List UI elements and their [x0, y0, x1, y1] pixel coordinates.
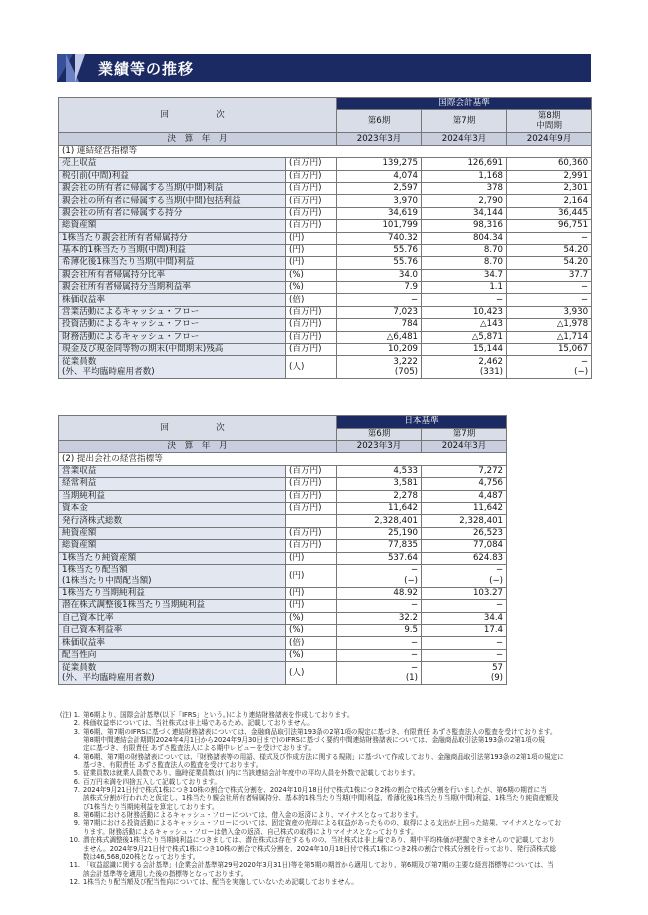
- row-unit: (人): [286, 356, 337, 379]
- row-value: 11,642: [337, 502, 422, 514]
- row-label: 投資活動によるキャッシュ・フロー: [59, 319, 286, 331]
- period-header: 第7期: [422, 428, 507, 441]
- period-header: 第8期 中間期: [507, 110, 592, 133]
- row-value: 2,301: [507, 182, 592, 194]
- row-value: 2,597: [337, 182, 422, 194]
- row-label: 親会社所有者帰属持分当期利益率: [59, 282, 286, 294]
- row-value: 4,533: [337, 465, 422, 477]
- data-row: [59, 527, 507, 539]
- row-label: 財務活動によるキャッシュ・フロー: [59, 331, 286, 343]
- data-row: [59, 465, 507, 477]
- section-title: (2) 提出会社の経営指標等: [59, 453, 507, 465]
- row-value: −: [422, 649, 507, 661]
- row-unit: (円): [286, 232, 337, 244]
- data-row: [59, 269, 592, 281]
- row-value: 54.20: [507, 244, 592, 256]
- footnote-item: [58, 769, 591, 777]
- fiscal-month-header: 2023年3月: [337, 441, 422, 453]
- footnote-text: 株価収益率については、当社株式は非上場であるため、記載しておりません。: [83, 719, 314, 728]
- row-value: 36,445: [507, 207, 592, 219]
- row-value: 2,991: [507, 170, 592, 182]
- row-value: 784: [337, 319, 422, 331]
- row-unit: (百万円): [286, 182, 337, 194]
- data-row: [59, 195, 592, 207]
- row-value: 15,067: [507, 344, 592, 356]
- row-unit: (百万円): [286, 158, 337, 170]
- row-value: 55.76: [337, 257, 422, 269]
- row-value: 2,164: [507, 195, 592, 207]
- row-label: 税引前(中間)利益: [59, 170, 286, 182]
- row-label: 希薄化後1株当たり当期(中間)利益: [59, 257, 286, 269]
- fiscal-month-header: 2024年9月: [507, 133, 592, 145]
- row-value: 34.7: [422, 269, 507, 281]
- row-value: −: [337, 649, 422, 661]
- row-value: △6,481: [337, 331, 422, 343]
- row-value: 25,190: [337, 527, 422, 539]
- row-unit: (%): [286, 649, 337, 661]
- data-row: [59, 600, 507, 612]
- column-label-fiscal-month: 決 算 年 月: [59, 441, 337, 453]
- company-indicators-table: [58, 415, 507, 685]
- row-label: 親会社所有者帰属持分比率: [59, 269, 286, 281]
- footnote-number: 3.: [73, 727, 80, 736]
- row-unit: (倍): [286, 637, 337, 649]
- row-unit: (円): [286, 600, 337, 612]
- data-row: [59, 207, 592, 219]
- row-value: 2,328,401: [337, 515, 422, 527]
- row-value: −: [337, 294, 422, 306]
- row-label: 1株当たり当期純利益: [59, 587, 286, 599]
- row-label: 総資産額: [59, 220, 286, 232]
- footnote-text: 従業員数は就業人員数であり、臨時従業員数は( )内に当該連結会計年度中の平均人員を外数で記載しております。: [83, 769, 420, 778]
- row-value: 77,835: [337, 540, 422, 552]
- footnote-number: 9.: [73, 819, 80, 828]
- row-value: 8.70: [422, 244, 507, 256]
- fiscal-month-header: 2024年3月: [422, 133, 507, 145]
- row-label: 親会社の所有者に帰属する当期(中間)包括利益: [59, 195, 286, 207]
- row-value: 9.5: [337, 625, 422, 637]
- row-unit: (百万円): [286, 306, 337, 318]
- data-row: [59, 564, 507, 587]
- title-banner: [57, 54, 591, 82]
- row-value: 4,756: [422, 478, 507, 490]
- header-row-standard: [59, 98, 592, 110]
- row-value: 3,581: [337, 478, 422, 490]
- row-label: 売上収益: [59, 158, 286, 170]
- row-value: 34.4: [422, 612, 507, 624]
- row-value: 804.34: [422, 232, 507, 244]
- footnote-item: [58, 778, 591, 786]
- row-value: 2,278: [337, 490, 422, 502]
- row-unit: (円): [286, 257, 337, 269]
- row-label: 現金及び現金同等物の期末(中間期末)残高: [59, 344, 286, 356]
- row-unit: (倍): [286, 294, 337, 306]
- data-row: [59, 540, 507, 552]
- row-label: 資本金: [59, 502, 286, 514]
- row-value: 3,970: [337, 195, 422, 207]
- row-value: △1,978: [507, 319, 592, 331]
- footnote-text: 潜在株式調整後1株当たり当期純利益につきましては、潜在株式は存在するものの、当社株式は非上場であり、期中平均株価が把握できませんので記載しており ません。2024年9月21日付で株式1株につき10株の割合で株式分割を、2024年10月18日付で株式1株につき2株の割合で株式分割を行っており、発行済株式総 数は46,568,020株となっております。: [83, 836, 557, 861]
- row-unit: (百万円): [286, 478, 337, 490]
- row-label: 配当性向: [59, 649, 286, 661]
- footnote-item: [58, 819, 591, 836]
- footnote-item: [58, 861, 591, 878]
- data-row: [59, 294, 592, 306]
- row-label: 1株当たり配当額 (1株当たり中間配当額): [59, 564, 286, 587]
- data-row: [59, 170, 592, 182]
- row-label: 親会社の所有者に帰属する持分: [59, 207, 286, 219]
- data-row: [59, 331, 592, 343]
- row-unit: [286, 515, 337, 527]
- fiscal-month-header: 2023年3月: [337, 133, 422, 145]
- header-row-dates: [59, 133, 592, 145]
- row-value: 1,168: [422, 170, 507, 182]
- footnote-text: 「収益認識に関する会計基準」(企業会計基準第29号2020年3月31日)等を第5期の期首から適用しており、第6期及び第7期の主要な経営指標等については、当 該会計基準等を適用した後の指標等となっております。: [83, 861, 554, 878]
- row-unit: (百万円): [286, 527, 337, 539]
- period-header: 第6期: [337, 428, 422, 441]
- row-value: △1,714: [507, 331, 592, 343]
- row-value: 37.7: [507, 269, 592, 281]
- row-unit: (百万円): [286, 220, 337, 232]
- data-row: [59, 282, 592, 294]
- row-value: 8.70: [422, 257, 507, 269]
- row-label: 純資産額: [59, 527, 286, 539]
- row-unit: (円): [286, 552, 337, 564]
- row-label: 親会社の所有者に帰属する当期(中間)利益: [59, 182, 286, 194]
- row-unit: (%): [286, 612, 337, 624]
- data-row: [59, 319, 592, 331]
- row-value: 54.20: [507, 257, 592, 269]
- accounting-standard-header: 日本基準: [337, 416, 507, 429]
- row-unit: (人): [286, 662, 337, 685]
- footnote-item: [58, 836, 591, 861]
- row-value: 378: [422, 182, 507, 194]
- data-row: [59, 649, 507, 661]
- row-unit: (円): [286, 244, 337, 256]
- row-unit: (%): [286, 269, 337, 281]
- row-value: − (−): [422, 564, 507, 587]
- data-row: [59, 356, 592, 379]
- footnote-number: 6.: [73, 777, 80, 786]
- row-value: 139,275: [337, 158, 422, 170]
- row-value: 1.1: [422, 282, 507, 294]
- row-unit: (百万円): [286, 319, 337, 331]
- row-unit: (百万円): [286, 207, 337, 219]
- footnote-text: 第7期における投資活動によるキャッシュ・フローについては、固定資産の売却による収益があったものの、取得による支出が上回った結果、マイナスとなってお ります。財務活動によるキャッシュ・フローは借入金の返済、自己株式の取得によりマイナスとなっております。: [83, 819, 561, 836]
- data-row: [59, 612, 507, 624]
- row-value: 77,084: [422, 540, 507, 552]
- row-value: 55.76: [337, 244, 422, 256]
- column-label-period: 回 次: [59, 98, 337, 133]
- row-label: 株価収益率: [59, 637, 286, 649]
- row-label: 基本的1株当たり当期(中間)利益: [59, 244, 286, 256]
- row-value: 15,144: [422, 344, 507, 356]
- row-value: 101,799: [337, 220, 422, 232]
- row-value: 10,423: [422, 306, 507, 318]
- section-row: [59, 145, 592, 157]
- data-row: [59, 637, 507, 649]
- footnote-item: [58, 753, 591, 770]
- data-row: [59, 182, 592, 194]
- footnote-text: 第6期、第7期のIFRSに基づく連結財務諸表については、金融商品取引法第193条の2第1項の規定に基づき、有限責任 あずさ監査法人の監査を受けております。 第8期中間連結会計期間(2024年4月1日から2024年9月30日まで)のIFRSに基づく要約中間連結財務諸表については、金融商品取引法第193条の2第1項の規 定に基づき、有限責任 あずさ監査法人による期中レビューを受けております。: [83, 727, 557, 753]
- row-value: △5,871: [422, 331, 507, 343]
- row-unit: (%): [286, 282, 337, 294]
- row-unit: (百万円): [286, 490, 337, 502]
- footnote-number: 8.: [73, 811, 80, 820]
- row-label: 1株当たり純資産額: [59, 552, 286, 564]
- footnote-number: 2.: [73, 719, 80, 728]
- row-unit: (百万円): [286, 502, 337, 514]
- section-row: [59, 453, 507, 465]
- row-value: 2,462 (331): [422, 356, 507, 379]
- row-label: 営業収益: [59, 465, 286, 477]
- row-unit: (%): [286, 625, 337, 637]
- consolidated-indicators-table: [58, 97, 592, 379]
- data-row: [59, 552, 507, 564]
- row-label: 潜在株式調整後1株当たり当期純利益: [59, 600, 286, 612]
- row-value: 96,751: [507, 220, 592, 232]
- data-row: [59, 220, 592, 232]
- data-row: [59, 244, 592, 256]
- row-value: △143: [422, 319, 507, 331]
- row-value: 11,642: [422, 502, 507, 514]
- row-unit: (百万円): [286, 540, 337, 552]
- row-value: 34.0: [337, 269, 422, 281]
- footnote-number: 5.: [73, 769, 80, 778]
- row-value: 34,144: [422, 207, 507, 219]
- row-unit: (百万円): [286, 331, 337, 343]
- data-row: [59, 232, 592, 244]
- data-row: [59, 502, 507, 514]
- fiscal-month-header: 2024年3月: [422, 441, 507, 453]
- row-label: 当期純利益: [59, 490, 286, 502]
- row-value: − (−): [337, 564, 422, 587]
- row-value: −: [337, 637, 422, 649]
- row-label: 発行済株式総数: [59, 515, 286, 527]
- row-value: 4,487: [422, 490, 507, 502]
- footnote-number: 4.: [73, 752, 80, 761]
- footnote-number: 10.: [69, 836, 80, 845]
- row-unit: (百万円): [286, 170, 337, 182]
- data-row: [59, 257, 592, 269]
- row-value: −: [422, 637, 507, 649]
- section-title: (1) 連結経営指標等: [59, 145, 592, 157]
- data-row: [59, 625, 507, 637]
- row-value: 2,328,401: [422, 515, 507, 527]
- row-unit: (円): [286, 587, 337, 599]
- row-value: 7,023: [337, 306, 422, 318]
- row-label: 自己資本比率: [59, 612, 286, 624]
- footnote-item: [58, 878, 591, 886]
- row-unit: (百万円): [286, 195, 337, 207]
- row-label: 総資産額: [59, 540, 286, 552]
- footnote-text: 第6期より、国際会計基準(以下「IFRS」という。)により連結財務諸表を作成しております。: [83, 711, 354, 719]
- row-value: 26,523: [422, 527, 507, 539]
- period-header: 第6期: [337, 110, 422, 133]
- row-value: − (−): [507, 356, 592, 379]
- row-value: 7,272: [422, 465, 507, 477]
- row-value: −: [507, 282, 592, 294]
- row-value: −: [337, 600, 422, 612]
- row-label: 自己資本利益率: [59, 625, 286, 637]
- footnote-number: 12.: [69, 877, 80, 886]
- row-label: 経常利益: [59, 478, 286, 490]
- row-value: 7.9: [337, 282, 422, 294]
- data-row: [59, 344, 592, 356]
- row-value: 3,222 (705): [337, 356, 422, 379]
- footnote-item: [58, 728, 591, 753]
- row-label: 営業活動によるキャッシュ・フロー: [59, 306, 286, 318]
- page-title: 業績等の推移: [98, 60, 195, 78]
- header-row-standard: [59, 416, 507, 429]
- row-value: 4,074: [337, 170, 422, 182]
- data-row: [59, 490, 507, 502]
- footnote-text: 2024年9月21日付で株式1株につき10株の割合で株式分割を、2024年10月18日付で株式1株につき2株の割合で株式分割を行いましたが、第6期の期首に当 該株式分割が行われたと仮定し、1株当たり親会社所有者帰属持分、基本的1株当たり当期(中間)利益、希薄化後1株当たり当期(中間)利益、1株当たり純資産額及 び1株当たり当期純利益を算定しております。: [83, 786, 559, 811]
- footnote-item: [58, 786, 591, 811]
- row-unit: (百万円): [286, 465, 337, 477]
- row-value: 34,619: [337, 207, 422, 219]
- footnote-number: (注) 1.: [59, 711, 80, 719]
- header-row-dates: [59, 441, 507, 453]
- row-value: 48.92: [337, 587, 422, 599]
- footnote-text: 第6期における財務活動によるキャッシュ・フローについては、借入金の返済により、マイナスとなっております。: [83, 811, 423, 820]
- data-row: [59, 306, 592, 318]
- row-value: 624.83: [422, 552, 507, 564]
- row-label: 従業員数 (外、平均臨時雇用者数): [59, 662, 286, 685]
- footnote-number: 11.: [69, 861, 80, 870]
- row-label: 従業員数 (外、平均臨時雇用者数): [59, 356, 286, 379]
- row-unit: (百万円): [286, 344, 337, 356]
- row-value: 126,691: [422, 158, 507, 170]
- row-value: 10,209: [337, 344, 422, 356]
- row-value: 98,316: [422, 220, 507, 232]
- data-row: [59, 515, 507, 527]
- footnote-item: [58, 719, 591, 727]
- banner-stripe-decoration: [75, 54, 85, 82]
- data-row: [59, 587, 507, 599]
- data-row: [59, 662, 507, 685]
- row-value: −: [422, 294, 507, 306]
- row-value: 57 (9): [422, 662, 507, 685]
- footnotes: [58, 711, 591, 886]
- row-value: 17.4: [422, 625, 507, 637]
- row-value: −: [507, 294, 592, 306]
- column-label-period: 回 次: [59, 416, 337, 441]
- row-value: 3,930: [507, 306, 592, 318]
- data-row: [59, 478, 507, 490]
- data-row: [59, 158, 592, 170]
- row-value: −: [422, 600, 507, 612]
- row-value: − (1): [337, 662, 422, 685]
- row-unit: (円): [286, 564, 337, 587]
- row-value: 537.64: [337, 552, 422, 564]
- footnote-text: 第6期、第7期の財務諸表については、「財務諸表等の用語、様式及び作成方法に関する規則」に基づいて作成しており、金融商品取引法第193条の2第1項の規定に 基づき、有限責任 あずさ監査法人の監査を受けております。: [83, 752, 564, 770]
- period-header: 第7期: [422, 110, 507, 133]
- row-value: 103.27: [422, 587, 507, 599]
- footnote-text: 1株当たり配当額及び配当性向については、配当を実施していないため記載しておりません。: [83, 877, 358, 886]
- row-label: 1株当たり親会社所有者帰属持分: [59, 232, 286, 244]
- row-value: 32.2: [337, 612, 422, 624]
- row-label: 株価収益率: [59, 294, 286, 306]
- row-value: −: [507, 232, 592, 244]
- accounting-standard-header: 国際会計基準: [337, 98, 592, 110]
- row-value: 740.32: [337, 232, 422, 244]
- column-label-fiscal-month: 決 算 年 月: [59, 133, 337, 145]
- row-value: 2,790: [422, 195, 507, 207]
- footnote-number: 7.: [73, 786, 80, 795]
- row-value: 60,360: [507, 158, 592, 170]
- footnote-text: 百万円未満を四捨五入して記載しております。: [83, 777, 221, 786]
